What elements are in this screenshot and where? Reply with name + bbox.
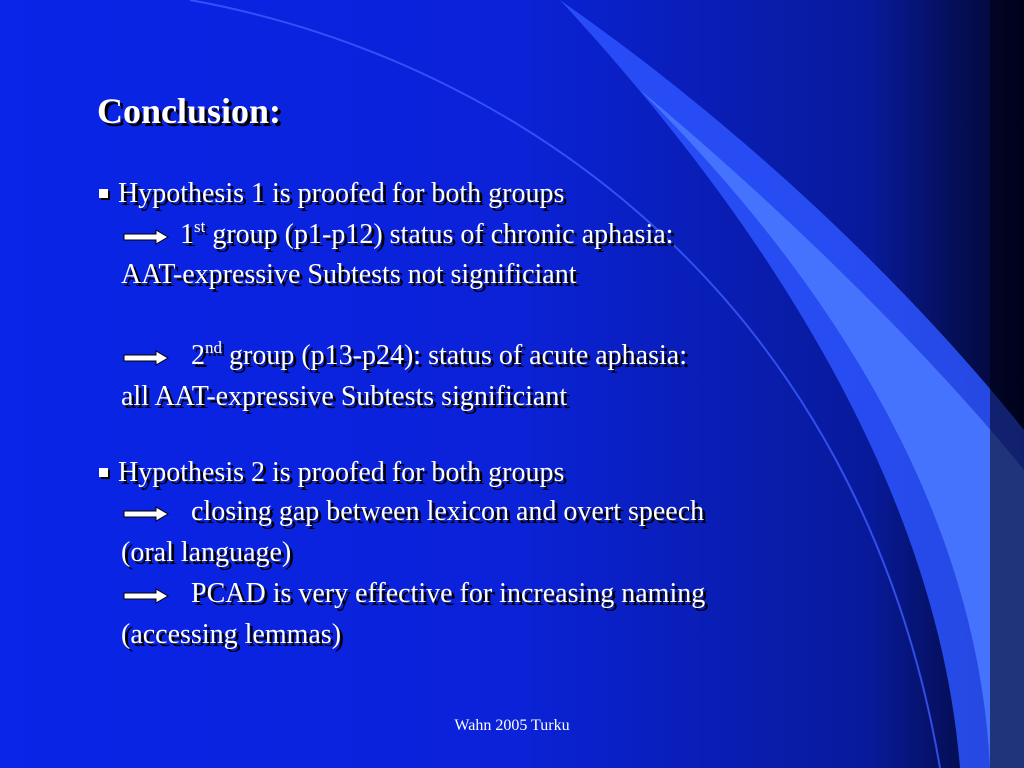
slide-footer [0, 717, 1024, 735]
sub-point-group-2 [191, 338, 687, 371]
bullet-square-icon [99, 189, 108, 198]
sub-point-text: group (p13-p24): status of acute aphasia: [229, 340, 687, 371]
sub-point-pcad-continued: (accessing lemmas) [121, 619, 342, 650]
bullet-hypothesis-2 [99, 459, 564, 487]
sub-point-text: group (p1-p12) status of chronic aphasia: [212, 219, 674, 250]
right-arrow-icon [122, 229, 170, 245]
ordinal-suffix: st [194, 217, 206, 236]
sub-point-closing-gap-continued: (oral language) [121, 537, 292, 568]
sub-point-pcad: PCAD is very effective for increasing naming [191, 578, 706, 609]
sub-point-group-1-continued: AAT-expressive Subtests not significiant [121, 259, 577, 290]
bullet-square-icon [99, 468, 108, 477]
sub-point-group-1 [180, 217, 674, 250]
sub-point-closing-gap: closing gap between lexicon and overt speech [191, 496, 705, 527]
footer-text: Wahn 2005 Turku [454, 717, 570, 734]
ordinal-number: 2 [191, 340, 205, 371]
bullet-1-text: Hypothesis 1 is proofed for both groups [118, 178, 565, 209]
bullet-2-text: Hypothesis 2 is proofed for both groups [118, 457, 565, 488]
slide-title: Conclusion: [97, 91, 282, 131]
ordinal-suffix: nd [205, 338, 222, 357]
bullet-hypothesis-1 [99, 180, 564, 208]
accent-curve-band [560, 0, 1024, 768]
dark-edge [990, 0, 1024, 768]
right-arrow-icon [122, 506, 170, 522]
ordinal-number: 1 [180, 219, 194, 250]
right-arrow-icon [122, 588, 170, 604]
sub-point-group-2-continued: all AAT-expressive Subtests significiant [121, 381, 568, 412]
right-arrow-icon [122, 350, 170, 366]
